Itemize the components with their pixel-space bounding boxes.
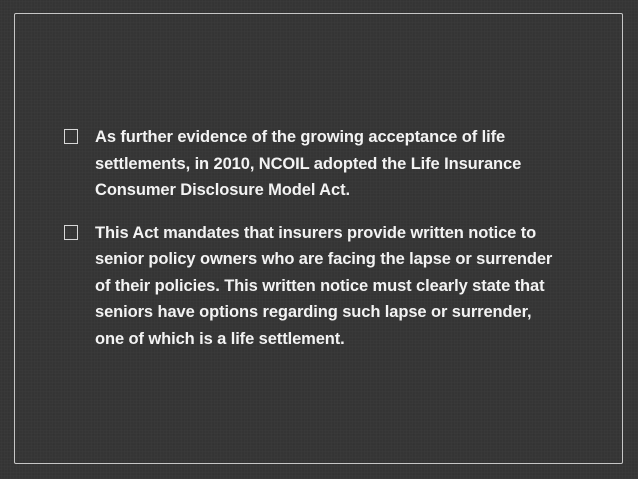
bullet-item [64,124,564,204]
bullet-text: This Act mandates that insurers provide written notice to senior policy owners who are facing the lapse or surrender of their policies. This written notice must clearly state that seniors have options regarding such lapse or surrender, one of which is a life settlement. [95,223,553,348]
bullet-text: As further evidence of the growing acceptance of life settlements, in 2010, NCOIL adopted the Life Insurance Consumer Disclosure Model Act. [95,128,522,199]
hollow-square-bullet-icon [64,129,78,144]
hollow-square-bullet-icon [64,225,78,240]
bullet-list [64,124,564,368]
bullet-item [64,220,564,353]
